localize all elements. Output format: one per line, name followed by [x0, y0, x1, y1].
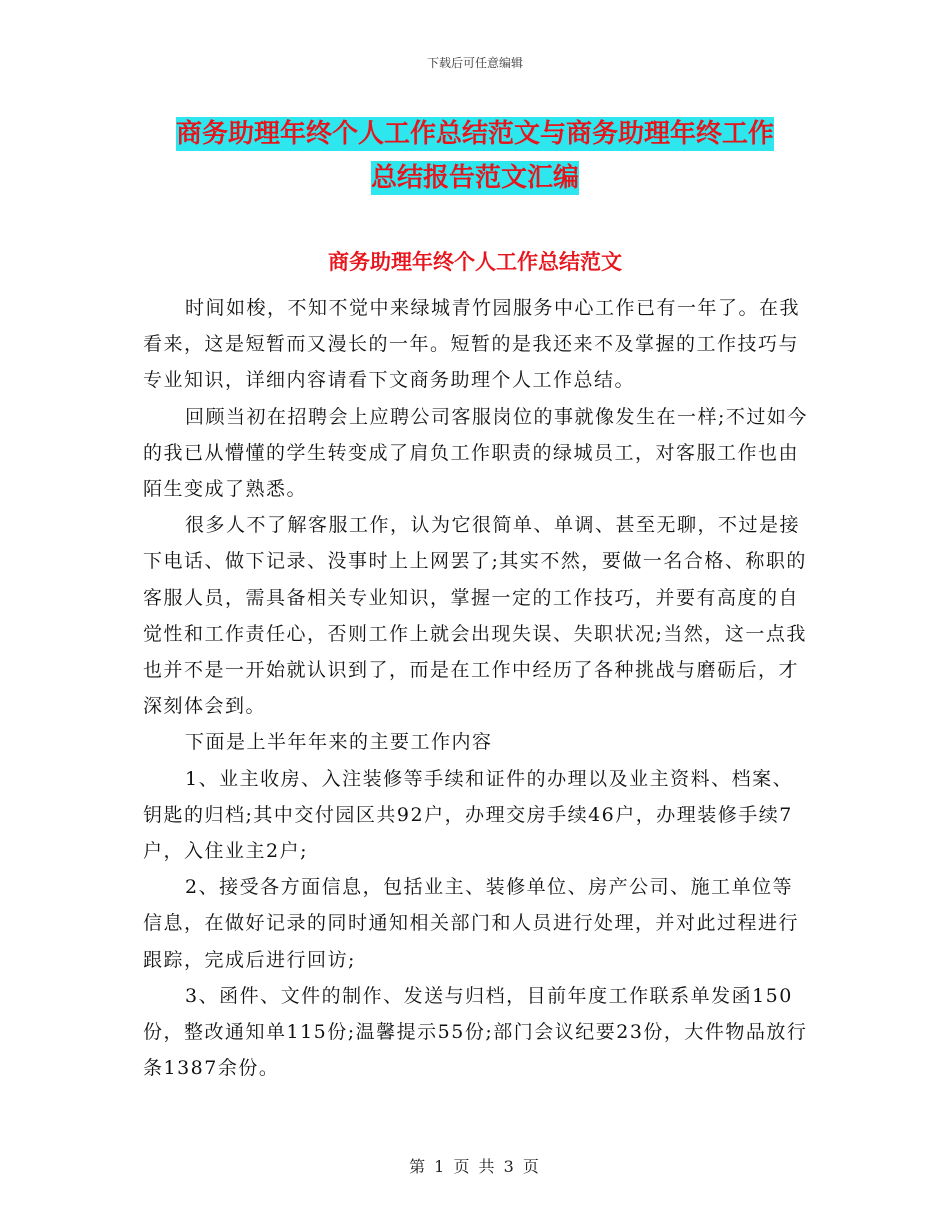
paragraph: 下面是上半年年来的主要工作内容 [185, 731, 493, 754]
title-line-2: 总结报告范文汇编 [370, 163, 579, 193]
title-line-1: 商务助理年终个人工作总结范文与商务助理年终工作 [175, 119, 774, 149]
document-body [143, 290, 813, 1086]
paragraph: 1、业主收房、入注装修等手续和证件的办理以及业主资料、档案、钥匙的归档;其中交付园区共92户，办理交房手续46户，办理装修手续7户，入住业主2户; [143, 767, 794, 863]
header-note: 下载后可任意编辑 [426, 56, 523, 70]
page-footer: 第 1 页 共 3 页 [409, 1157, 541, 1176]
document-title [0, 112, 950, 200]
paragraph: 2、接受各方面信息，包括业主、装修单位、房产公司、施工单位等信息，在做好记录的同时通知相关部门和人员进行处理，并对此过程进行跟踪，完成后进行回访; [143, 876, 800, 971]
paragraph: 回顾当初在招聘会上应聘公司客服岗位的事就像发生在一样;不过如今的我已从懵懂的学生转变成了肩负工作职责的绿城员工，对客服工作也由陌生变成了熟悉。 [143, 405, 808, 501]
paragraph: 时间如梭，不知不觉中来绿城青竹园服务中心工作已有一年了。在我看来，这是短暂而又漫长的一年。短暂的是我还来不及掌握的工作技巧与专业知识，详细内容请看下文商务助理个人工作总结。 [143, 297, 801, 392]
paragraph: 3、函件、文件的制作、发送与归档，目前年度工作联系单发函150份，整改通知单115份;温馨提示55份;部门会议纪要23份，大件物品放行条1387余份。 [143, 984, 808, 1080]
paragraph: 很多人不了解客服工作，认为它很简单、单调、甚至无聊，不过是接下电话、做下记录、没事时上上网罢了;其实不然，要做一名合格、称职的客服人员，需具备相关专业知识，掌握一定的工作技巧，并要有高度的自觉性和工作责任心，否则工作上就会出现失误、失职状况;当然，这一点我也并不是一开始就认识到了，而是在工作中经历了各种挑战与磨砺后，才深刻体会到。 [143, 514, 807, 718]
section-title: 商务助理年终个人工作总结范文 [328, 250, 622, 274]
